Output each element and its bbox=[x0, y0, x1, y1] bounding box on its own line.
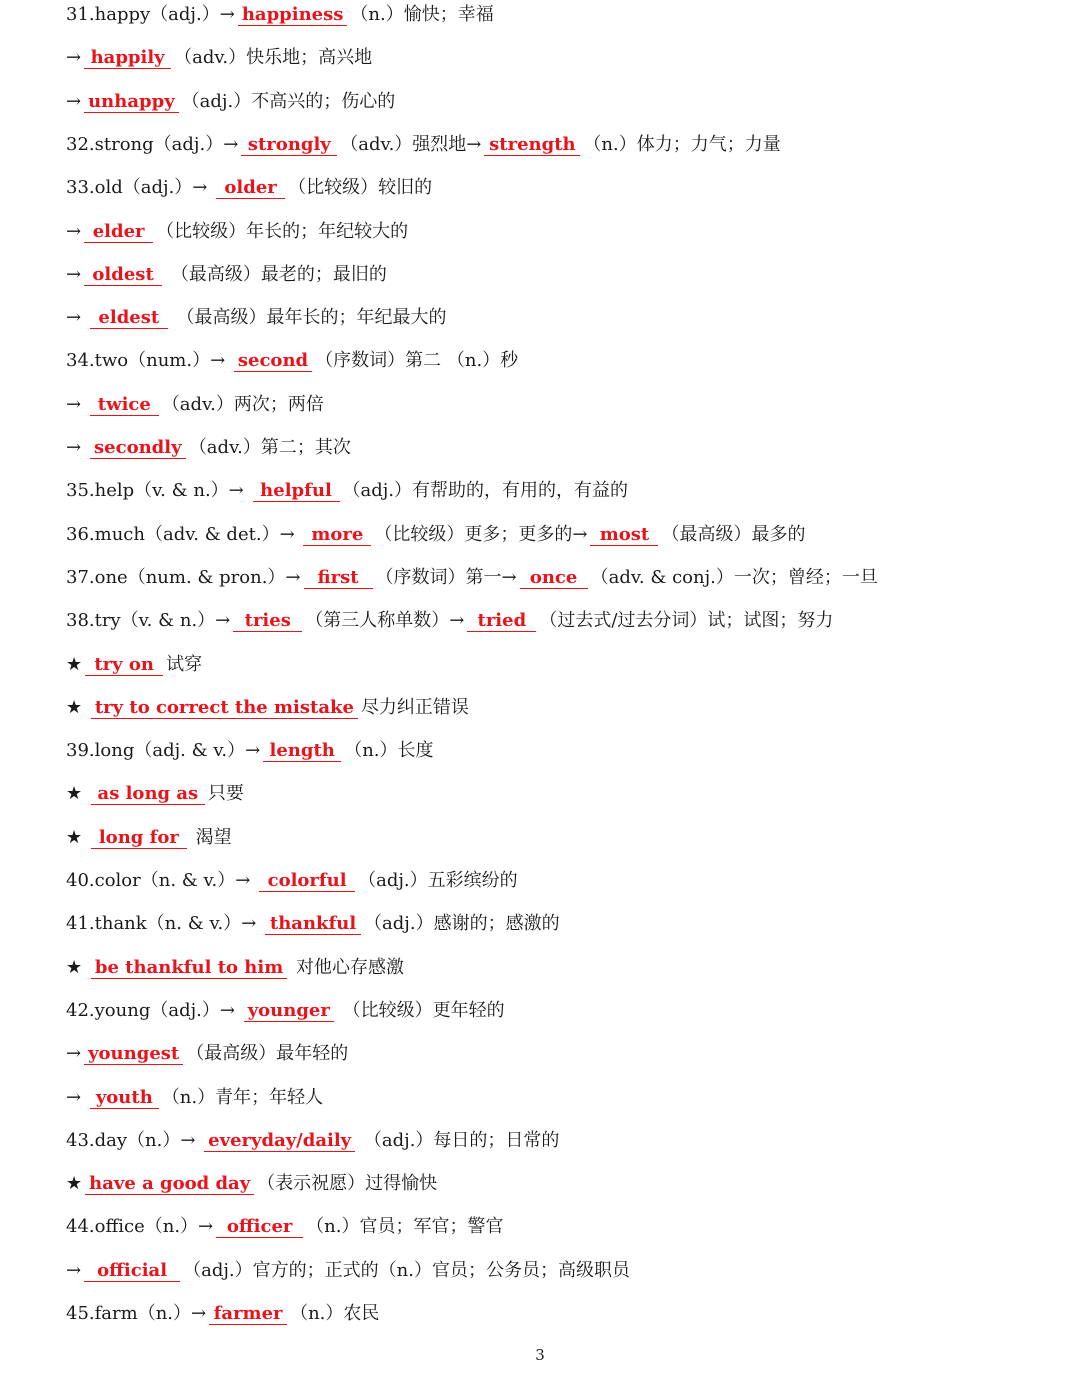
prompt-text: （n.）农民 bbox=[290, 1303, 380, 1324]
prompt-text: （n.）长度 bbox=[344, 740, 434, 762]
prompt-text: （adj.）有帮助的，有用的，有益的 bbox=[342, 480, 629, 502]
answer-blank: length bbox=[263, 741, 341, 762]
prompt-text: ★ bbox=[66, 783, 88, 805]
answer-blank: most bbox=[590, 525, 658, 546]
prompt-text: → bbox=[66, 220, 82, 242]
vocab-line-l39a bbox=[66, 739, 434, 763]
answer-blank: elder bbox=[84, 222, 153, 243]
vocab-line-l39b bbox=[66, 782, 244, 806]
answer-blank: official bbox=[84, 1261, 180, 1282]
prompt-text: （adj.）不高兴的；伤心的 bbox=[181, 90, 396, 112]
prompt-text: ★ bbox=[66, 826, 88, 848]
vocab-line-l33d bbox=[66, 306, 447, 330]
prompt-text: （比较级）较旧的 bbox=[288, 177, 433, 199]
answer-blank: once bbox=[520, 568, 588, 589]
answer-blank: farmer bbox=[209, 1304, 287, 1325]
answer-blank: eldest bbox=[90, 308, 168, 329]
prompt-text: 45.farm（n.）→ bbox=[66, 1303, 207, 1324]
answer-blank: try to correct the mistake bbox=[91, 698, 358, 719]
prompt-text: 只要 bbox=[207, 783, 244, 805]
prompt-text: （adv. & conj.）一次；曾经；一旦 bbox=[590, 566, 878, 588]
prompt-text: 41.thank（n. & v.）→ bbox=[66, 913, 263, 935]
prompt-text: 40.color（n. & v.）→ bbox=[66, 870, 257, 891]
prompt-text: 试穿 bbox=[166, 653, 203, 675]
prompt-text: → bbox=[66, 1043, 82, 1065]
prompt-text: （adj.）每日的；日常的 bbox=[358, 1129, 560, 1151]
answer-blank: secondly bbox=[90, 438, 186, 459]
vocab-line-l44a bbox=[66, 1215, 503, 1239]
prompt-text: → bbox=[66, 393, 87, 415]
prompt-text: （adj.）官方的；正式的（n.）官员；公务员；高级职员 bbox=[183, 1259, 630, 1281]
vocab-line-l31b bbox=[66, 46, 372, 70]
answer-blank: unhappy bbox=[84, 92, 179, 113]
prompt-text: 35.help（v. & n.）→ bbox=[66, 480, 250, 502]
prompt-text: 39.long（adj. & v.）→ bbox=[66, 740, 261, 762]
vocab-line-l38c bbox=[66, 696, 469, 720]
prompt-text: 44.office（n.）→ bbox=[66, 1216, 214, 1238]
answer-blank: long for bbox=[91, 828, 187, 849]
prompt-text: 43.day（n.）→ bbox=[66, 1129, 202, 1151]
prompt-text: （第三人称单数）→ bbox=[305, 610, 465, 632]
vocab-line-l44b bbox=[66, 1259, 630, 1283]
prompt-text: （表示祝愿）过得愉快 bbox=[257, 1173, 438, 1195]
prompt-text: （最高级）最年轻的 bbox=[186, 1043, 349, 1065]
prompt-text: （adv.）第二；其次 bbox=[188, 437, 351, 458]
vocab-line-l38a bbox=[66, 609, 833, 633]
prompt-text: 渴望 bbox=[189, 826, 232, 848]
answer-blank: oldest bbox=[84, 265, 162, 286]
answer-blank: as long as bbox=[91, 784, 205, 805]
vocab-line-l45a bbox=[66, 1302, 379, 1326]
vocab-line-l31a bbox=[66, 3, 494, 27]
vocab-line-l41b bbox=[66, 956, 404, 980]
answer-blank: older bbox=[216, 178, 285, 199]
prompt-text: → bbox=[66, 263, 82, 285]
answer-blank: have a good day bbox=[85, 1174, 254, 1195]
prompt-text: （adv.）两次；两倍 bbox=[161, 393, 324, 415]
prompt-text: 36.much（adv. & det.）→ bbox=[66, 523, 301, 545]
prompt-text: 对他心存感激 bbox=[290, 956, 405, 978]
answer-blank: strongly bbox=[241, 135, 337, 156]
vocab-line-l33b bbox=[66, 220, 408, 244]
answer-blank: first bbox=[304, 568, 373, 589]
prompt-text: （最高级）最多的 bbox=[661, 523, 806, 545]
prompt-text: （n.）愉快；幸福 bbox=[350, 4, 494, 25]
prompt-text: （adv.）快乐地；高兴地 bbox=[174, 47, 373, 69]
prompt-text: 37.one（num. & pron.）→ bbox=[66, 566, 301, 588]
prompt-text: （比较级）更年轻的 bbox=[336, 999, 505, 1021]
answer-blank: tried bbox=[467, 611, 536, 632]
vocab-line-l33c bbox=[66, 263, 387, 287]
vocab-line-l39c bbox=[66, 826, 232, 850]
prompt-text: （adv.）强烈地→ bbox=[340, 133, 482, 155]
answer-blank: thankful bbox=[265, 914, 361, 935]
vocab-line-l31c bbox=[66, 90, 395, 114]
answer-blank: happiness bbox=[238, 5, 348, 26]
vocab-line-l35a bbox=[66, 479, 628, 503]
prompt-text: 31.happy（adj.）→ bbox=[66, 4, 235, 25]
prompt-text: 38.try（v. & n.）→ bbox=[66, 610, 231, 632]
prompt-text: 34.two（num.）→ bbox=[66, 350, 231, 372]
prompt-text: （最高级）最老的；最旧的 bbox=[165, 263, 387, 285]
prompt-text: 33.old（adj.）→ bbox=[66, 177, 214, 199]
vocab-line-l32a bbox=[66, 133, 781, 157]
prompt-text: ★ bbox=[66, 696, 88, 718]
answer-blank: try on bbox=[85, 655, 163, 676]
answer-blank: happily bbox=[84, 48, 171, 69]
answer-blank: be thankful to him bbox=[91, 958, 287, 979]
prompt-text: （n.）官员；军官；警官 bbox=[306, 1216, 504, 1238]
prompt-text: ★ bbox=[66, 1173, 83, 1195]
answer-blank: strength bbox=[484, 135, 580, 156]
vocab-line-l34a bbox=[66, 349, 518, 373]
vocab-line-l43b bbox=[66, 1172, 437, 1196]
prompt-text: （序数词）第二 （n.）秒 bbox=[315, 350, 519, 372]
vocab-line-l34b bbox=[66, 393, 324, 417]
prompt-text: 尽力纠正错误 bbox=[360, 696, 469, 718]
answer-blank: twice bbox=[90, 395, 159, 416]
answer-blank: second bbox=[234, 351, 312, 372]
prompt-text: → bbox=[66, 47, 82, 69]
vocab-line-l42a bbox=[66, 999, 505, 1023]
vocab-line-l37a bbox=[66, 566, 878, 590]
prompt-text: （adj.）感谢的；感激的 bbox=[364, 913, 560, 935]
prompt-text: → bbox=[66, 1259, 82, 1281]
answer-blank: tries bbox=[233, 611, 302, 632]
answer-blank: youth bbox=[90, 1088, 159, 1109]
prompt-text: 32.strong（adj.）→ bbox=[66, 133, 239, 155]
vocab-line-l34c bbox=[66, 436, 351, 460]
vocab-line-l43a bbox=[66, 1129, 559, 1153]
prompt-text: → bbox=[66, 437, 87, 458]
page-number: 3 bbox=[535, 1346, 545, 1364]
vocab-line-l41a bbox=[66, 912, 560, 936]
prompt-text: （n.）体力；力气；力量 bbox=[583, 133, 781, 155]
answer-blank: everyday/daily bbox=[204, 1131, 355, 1152]
vocab-line-l40a bbox=[66, 869, 518, 893]
prompt-text: ★ bbox=[66, 653, 83, 675]
vocab-line-l36a bbox=[66, 523, 805, 547]
vocab-line-l42c bbox=[66, 1086, 323, 1110]
prompt-text: ★ bbox=[66, 956, 88, 978]
answer-blank: helpful bbox=[253, 481, 340, 502]
prompt-text: （序数词）第一→ bbox=[375, 566, 517, 588]
vocab-line-l33a bbox=[66, 176, 432, 200]
answer-blank: younger bbox=[244, 1001, 334, 1022]
vocab-line-l42b bbox=[66, 1042, 348, 1066]
prompt-text: （n.）青年；年轻人 bbox=[161, 1086, 324, 1108]
prompt-text: （adj.）五彩缤纷的 bbox=[358, 870, 518, 891]
prompt-text: → bbox=[66, 1086, 87, 1108]
prompt-text: → bbox=[66, 307, 87, 329]
answer-blank: more bbox=[303, 525, 371, 546]
answer-blank: colorful bbox=[259, 871, 355, 892]
answer-blank: officer bbox=[216, 1217, 303, 1238]
prompt-text: （过去式/过去分词）试；试图；努力 bbox=[539, 610, 834, 632]
prompt-text: → bbox=[66, 90, 82, 112]
prompt-text: （最高级）最年长的；年纪最大的 bbox=[170, 307, 447, 329]
answer-blank: youngest bbox=[84, 1044, 183, 1065]
prompt-text: 42.young（adj.）→ bbox=[66, 999, 241, 1021]
vocab-line-l38b bbox=[66, 653, 202, 677]
prompt-text: （比较级）更多；更多的→ bbox=[374, 523, 588, 545]
prompt-text: （比较级）年长的；年纪较大的 bbox=[156, 220, 409, 242]
